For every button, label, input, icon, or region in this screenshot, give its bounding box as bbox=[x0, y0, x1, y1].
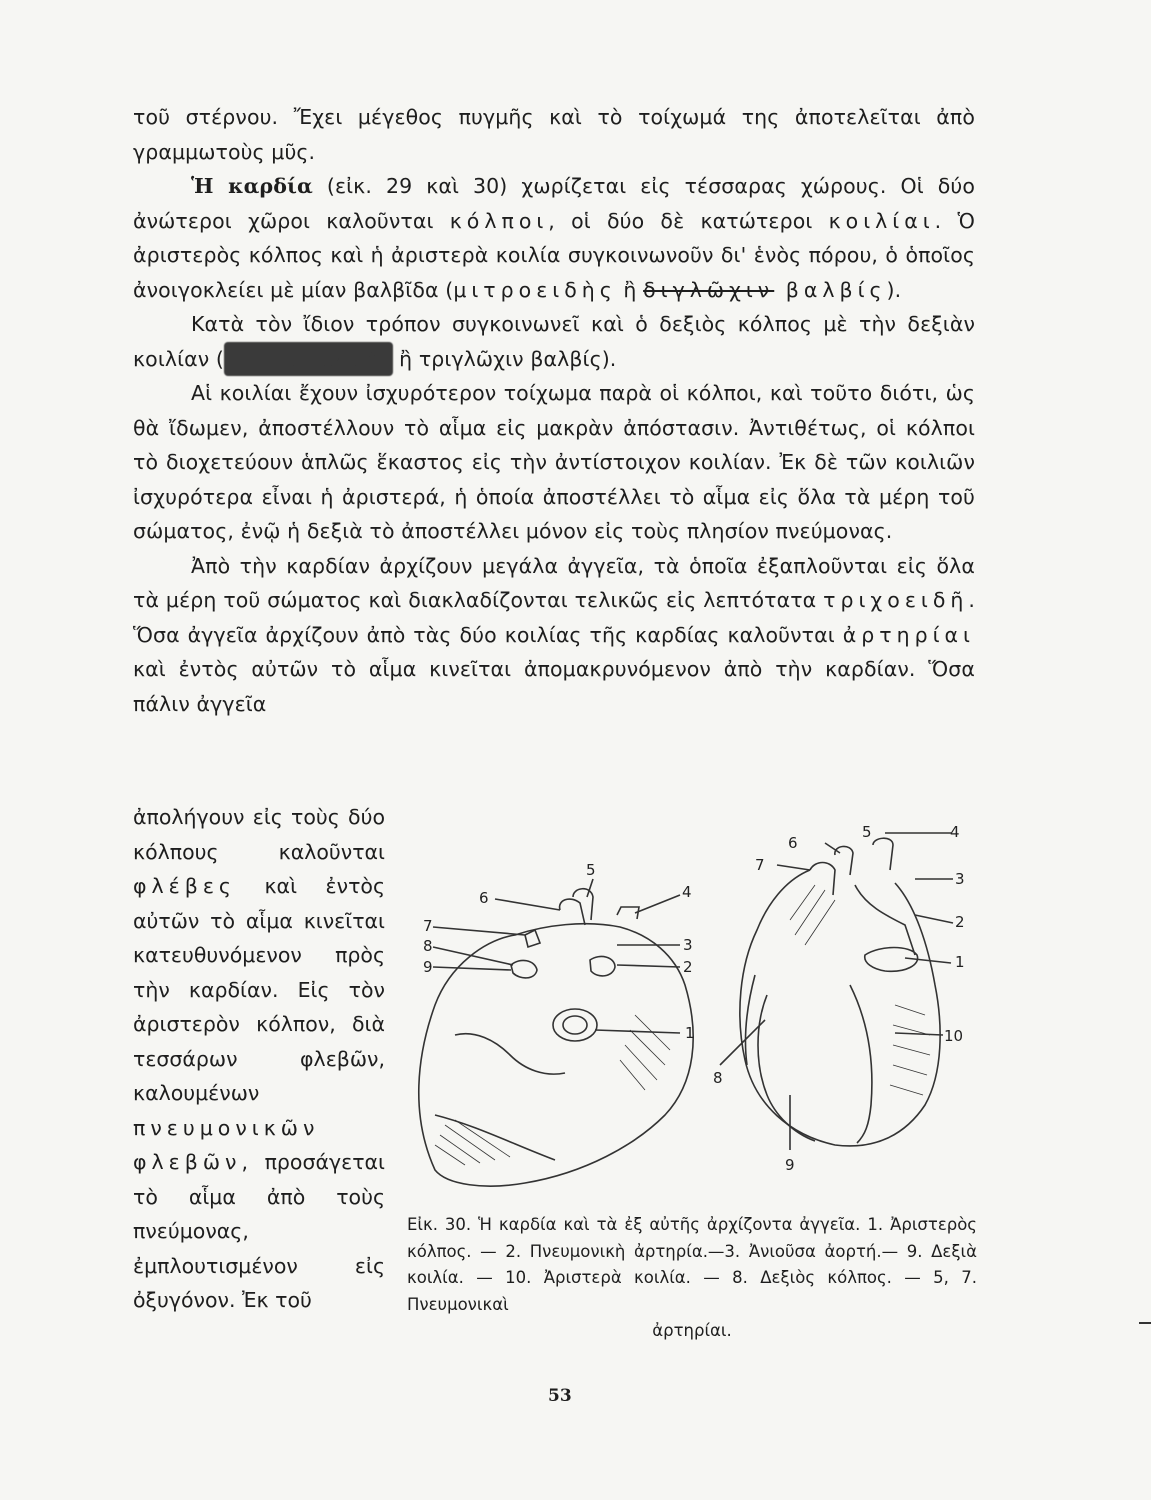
right-label-3: 3 bbox=[955, 870, 965, 888]
term-mitroeidis: μιτροειδὴς bbox=[453, 277, 617, 302]
p5-text-b: . Ὅσα ἀγγεῖα ἀρχίζουν ἀπὸ τὰς δύο κοιλίας τῆς καρδίας καλοῦνται bbox=[133, 588, 975, 647]
right-label-4: 4 bbox=[950, 823, 960, 841]
figure-caption bbox=[407, 1212, 977, 1345]
term-fleves: φλέβες bbox=[133, 874, 236, 898]
p5-text-a: Ἀπὸ τὴν καρδίαν ἀρχίζουν μεγάλα ἀγγεῖα, τὰ ὁποῖα ἐξαπλοῦνται εἰς ὅλα τὰ μέρη τοῦ σώματος καὶ διακλαδίζονται τελικῶς εἰς λεπτότατα bbox=[133, 553, 975, 612]
left-label-9: 9 bbox=[423, 958, 433, 976]
p2-text-d: ἢ bbox=[616, 277, 644, 302]
left-label-7: 7 bbox=[423, 917, 433, 935]
term-artiriai: ἀρτηρίαι bbox=[842, 622, 975, 647]
term-pneumonikon-flevon: πνευμονικῶν φλεβῶν bbox=[133, 1115, 320, 1174]
p2-text-a: (εἰκ. 29 καὶ 30) χωρίζεται εἰς τέσσαρας χώρους. Οἱ δύο ἀνώτεροι χῶροι καλοῦνται bbox=[133, 174, 975, 233]
p2-text-c: . Ὁ ἀριστερὸς κόλπος καὶ ἡ ἀριστερὰ κοιλία συγκοινωνοῦν δι' ἑνὸς πόρου, ὁ ὁποῖος ἀνοιγοκλείει μὲ μίαν βαλβῖδα ( bbox=[133, 208, 975, 302]
paragraph-5 bbox=[133, 549, 975, 722]
right-label-2: 2 bbox=[955, 913, 965, 931]
n-text-b: καὶ ἐντὸς αὐτῶν τὸ αἷμα κινεῖται κατευθυνόμενον πρὸς τὴν καρδίαν. Εἰς τὸν ἀριστερὸν κόλπον, διὰ τεσσάρων φλεβῶν, καλουμένων bbox=[133, 874, 385, 1105]
right-label-8: 8 bbox=[713, 1069, 723, 1087]
left-label-3: 3 bbox=[683, 936, 693, 954]
right-label-10: 10 bbox=[944, 1027, 964, 1045]
caption-text: Εἰκ. 30. Ἡ καρδία καὶ τὰ ἐξ αὐτῆς ἀρχίζοντα ἀγγεῖα. 1. Ἀριστερὸς κόλπος. — 2. Πνευμονικὴ ἀρτηρία.—3. Ἀνιοῦσα ἀορτή.— 9. Δεξιὰ κοιλία. — 10. Ἀριστερὰ κοιλία. — 8. Δεξιὸς κόλπος. — 5, 7. Πνευμονικαὶ bbox=[407, 1215, 977, 1314]
p5-text-c: καὶ ἐντὸς αὐτῶν τὸ αἷμα κινεῖται ἀπομακρυνόμενον ἀπὸ τὴν καρδίαν. Ὅσα πάλιν ἀγγεῖα bbox=[133, 657, 975, 716]
p2-text-b: , οἱ δύο δὲ κατώτεροι bbox=[548, 208, 829, 233]
term-valvis: βαλβίς bbox=[774, 277, 887, 302]
ink-blot-word: μηνοειδὴς bbox=[224, 342, 393, 377]
right-label-7: 7 bbox=[755, 856, 765, 874]
right-label-9: 9 bbox=[785, 1156, 795, 1174]
left-label-8: 8 bbox=[423, 937, 433, 955]
left-label-6: 6 bbox=[479, 889, 489, 907]
p3-text-a: Κατὰ τὸν ἴδιον τρόπον συγκοινωνεῖ καὶ ὁ δεξιὸς κόλπος μὲ τὴν δεξιὰν κοιλίαν ( bbox=[133, 312, 975, 371]
left-label-2: 2 bbox=[683, 958, 693, 976]
term-koiliai: κοιλίαι bbox=[828, 208, 935, 233]
page-number: 53 bbox=[548, 1386, 572, 1406]
term-kolpoi: κόλποι bbox=[449, 208, 549, 233]
right-heart-labels bbox=[713, 823, 965, 1174]
paragraph-1: τοῦ στέρνου. Ἔχει μέγεθος πυγμῆς καὶ τὸ τοίχωμά της ἀποτελεῖται ἀπὸ γραμμωτοὺς μῦς. bbox=[133, 105, 975, 164]
caption-last-line: ἀρτηρίαι. bbox=[652, 1321, 732, 1340]
narrow-column-text bbox=[133, 800, 385, 1318]
left-label-4: 4 bbox=[682, 883, 692, 901]
term-diglochin-struck: διγλῶχιν bbox=[643, 277, 775, 302]
right-label-6: 6 bbox=[788, 834, 798, 852]
paragraph-4: Αἱ κοιλίαι ἔχουν ἰσχυρότερον τοίχωμα παρὰ οἱ κόλποι, καὶ τοῦτο διότι, ὡς θὰ ἴδωμεν, ἀποστέλλουν τὸ αἷμα εἰς μακρὰν ἀπόστασιν. Ἀντιθέτως, οἱ κόλποι τὸ διοχετεύουν ἁπλῶς ἕκαστος εἰς τὴν ἀντίστοιχον κοιλίαν. Ἐκ δὲ τῶν κοιλιῶν ἰσχυρότερα εἶναι ἡ ἀριστερά, ἡ ὁποία ἀποστέλλει τὸ αἷμα εἰς ὅλα τὰ μέρη τοῦ σώματος, ἐνῷ ἡ δεξιὰ τὸ ἀποστέλλει μόνον εἰς τοὺς πλησίον πνεύμονας. bbox=[133, 381, 975, 543]
n-text-a: ἀπολήγουν εἰς τοὺς δύο κόλπους καλοῦνται bbox=[133, 805, 385, 864]
n-text-c: , προσάγεται τὸ αἷμα ἀπὸ τοὺς πνεύμονας, ἐμπλουτισμένον εἰς ὀξυγόνον. Ἐκ τοῦ bbox=[133, 1150, 385, 1312]
left-label-5: 5 bbox=[586, 861, 596, 879]
right-label-1: 1 bbox=[955, 953, 965, 971]
term-trichoeidi: τριχοειδῆ bbox=[823, 588, 969, 612]
p2-text-e: ). bbox=[886, 277, 902, 302]
left-heart-drawing bbox=[419, 879, 693, 1186]
p3-text-b: ἢ τριγλῶχιν βαλβίς). bbox=[392, 346, 617, 371]
heart-figure bbox=[395, 815, 985, 1210]
right-heart-drawing bbox=[720, 833, 953, 1150]
page-edge-mark bbox=[1139, 1322, 1151, 1324]
term-kardia: Ἡ καρδία bbox=[191, 174, 313, 198]
paragraph-2 bbox=[133, 169, 975, 307]
paragraph-3 bbox=[133, 307, 975, 376]
left-label-1: 1 bbox=[685, 1024, 695, 1042]
right-label-5: 5 bbox=[862, 823, 872, 841]
paragraph-6 bbox=[133, 800, 385, 1318]
main-text bbox=[133, 100, 975, 721]
